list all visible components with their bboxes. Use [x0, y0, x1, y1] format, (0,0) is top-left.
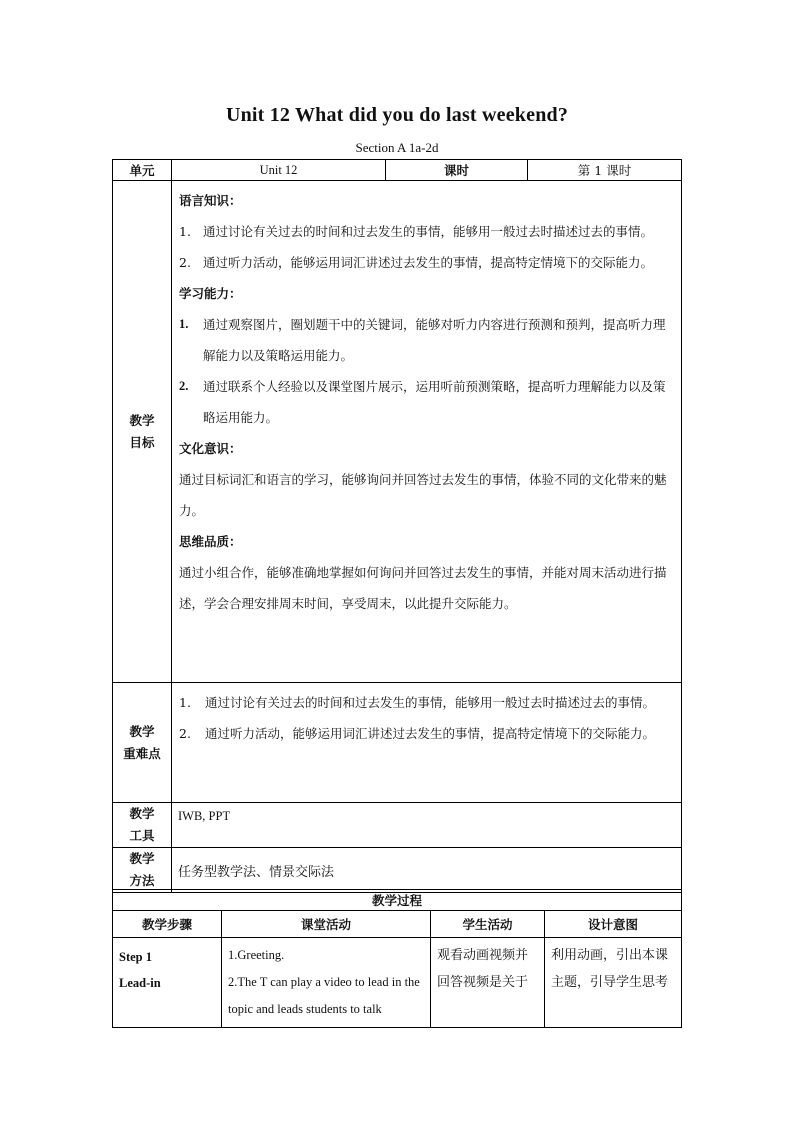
- tools-label-text: 教学 工具: [129, 806, 155, 843]
- key-points-content: [172, 683, 682, 803]
- col-student: 学生活动: [431, 911, 545, 938]
- lesson-info-table: [112, 159, 682, 893]
- student-cell: 观看动画视频并回答视频是关于: [431, 938, 545, 1028]
- language-heading: 语言知识：: [179, 193, 242, 208]
- page-title: Unit 12 What did you do last weekend?: [225, 104, 569, 126]
- process-header-row: [113, 911, 682, 938]
- key-points-label: [113, 683, 172, 803]
- tools-row: [113, 803, 682, 848]
- process-title: 教学过程: [113, 890, 682, 911]
- unit-value: Unit 12: [172, 160, 386, 181]
- key-point-1: 1. 通过讨论有关过去的时间和过去发生的事情，能够用一般过去时描述过去的事情。: [179, 695, 656, 710]
- tools-label: [113, 803, 172, 848]
- objectives-row: [113, 181, 682, 683]
- key-point-2: 2. 通过听力活动，能够运用词汇讲述过去发生的事情，提高特定情境下的交际能力。: [179, 726, 656, 741]
- objectives-label-text: 教学 目标: [129, 412, 155, 450]
- objectives-label: [113, 181, 172, 683]
- page-subtitle: Section A 1a-2d: [355, 140, 439, 155]
- col-activity: 课堂活动: [222, 911, 431, 938]
- step-text: Step 1 Lead-in: [119, 950, 161, 990]
- language-item-2: 2. 通过听力活动，能够运用词汇讲述过去发生的事情，提高特定情境下的交际能力。: [179, 255, 654, 270]
- thinking-heading: 思维品质：: [179, 534, 242, 549]
- culture-heading: 文化意识：: [179, 441, 242, 456]
- intent-cell: 利用动画，引出本课主题，引导学生思考: [545, 938, 682, 1028]
- ability-item-2: 2. 通过联系个人经验以及课堂图片展示，运用听前预测策略，提高听力理解能力以及策略运用能力。: [179, 379, 666, 425]
- activity-text: 1.Greeting. 2.The T can play a video to lead in the topic and leads students to talk: [228, 948, 420, 1016]
- thinking-text: 通过小组合作，能够准确地掌握如何询问并回答过去发生的事情，并能对周末活动进行描述，学会合理安排周末时间，享受周末，以此提升交际能力。: [179, 565, 667, 611]
- process-table: [112, 889, 682, 1028]
- process-row: [113, 938, 682, 1028]
- methods-label: [113, 848, 172, 893]
- ability-item-1: 1. 通过观察图片，圈划题干中的关键词，能够对听力内容进行预测和预判，提高听力理解能力以及策略运用能力。: [179, 317, 666, 363]
- tools-value: IWB, PPT: [172, 803, 682, 848]
- methods-label-text: 教学 方法: [129, 851, 155, 888]
- key-points-label-text: 教学 重难点: [123, 723, 161, 761]
- col-step: 教学步骤: [113, 911, 222, 938]
- header-row: [113, 160, 682, 181]
- col-intent: 设计意图: [545, 911, 682, 938]
- objectives-content: [172, 181, 682, 683]
- period-value: 第 1 课时: [528, 160, 682, 181]
- language-item-1: 1. 通过讨论有关过去的时间和过去发生的事情，能够用一般过去时描述过去的事情。: [179, 224, 654, 239]
- unit-label: 单元: [113, 160, 172, 181]
- period-label: 课时: [386, 160, 528, 181]
- step-cell: [113, 938, 222, 1028]
- methods-row: [113, 848, 682, 893]
- key-points-row: [113, 683, 682, 803]
- culture-text: 通过目标词汇和语言的学习，能够询问并回答过去发生的事情，体验不同的文化带来的魅力。: [179, 472, 667, 518]
- methods-value: 任务型教学法、情景交际法: [172, 848, 682, 893]
- activity-cell: [222, 938, 431, 1028]
- ability-heading: 学习能力：: [179, 286, 242, 301]
